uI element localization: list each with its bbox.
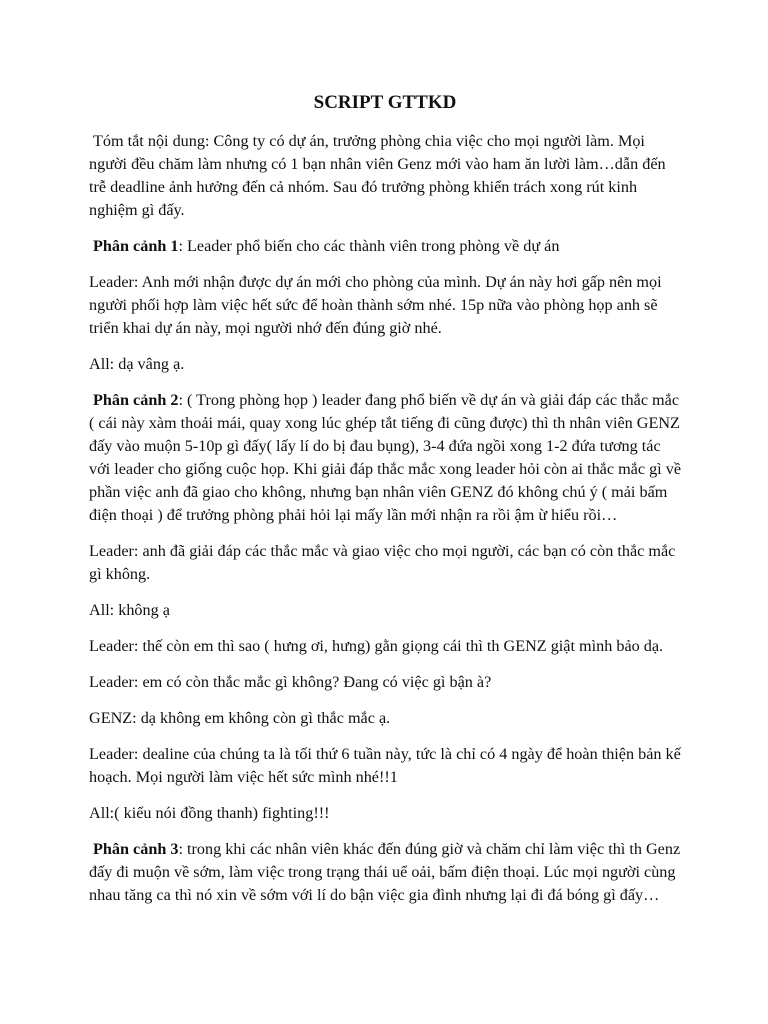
dialogue-line xyxy=(89,707,681,730)
dialogue-line xyxy=(89,743,681,789)
paragraph-text: All: dạ vâng ạ. xyxy=(89,355,185,373)
paragraph-text: Tóm tắt nội dung: Công ty có dự án, trưởng phòng chia việc cho mọi người làm. Mọi người đều chăm làm nhưng có 1 bạn nhân viên Genz mới vào ham ăn lười làm…dẫn đến trễ deadline ảnh hưởng đến cả nhóm. Sau đó trưởng phòng khiển trách xong rút kinh nghiệm gì đấy. xyxy=(89,132,666,219)
scene-3-heading xyxy=(89,838,681,907)
paragraph-text: : ( Trong phòng họp ) leader đang phổ biến về dự án và giải đáp các thắc mắc ( cái này xàm thoải mái, quay xong lúc ghép tắt tiếng đi cũng được) thì th nhân viên GENZ đấy vào muộn 5-10p gì đấy( lấy lí do bị đau bụng), 3-4 đứa ngồi xong 1-2 đứa tương tác với leader cho giống cuộc họp. Khi giải đáp thắc mắc xong leader hỏi còn ai thắc mắc gì về phần việc anh đã giao cho không, nhưng bạn nhân viên GENZ đó không chú ý ( mải bấm điện thoại ) để trưởng phòng phải hỏi lại mấy lần mới nhận ra rồi ậm ừ hiểu rồi… xyxy=(89,391,681,524)
document-page xyxy=(89,90,681,920)
document-title: SCRIPT GTTKD xyxy=(313,92,457,113)
dialogue-line xyxy=(89,353,681,376)
paragraph-text: GENZ: dạ không em không còn gì thắc mắc ạ. xyxy=(89,709,391,727)
scene-2-heading xyxy=(89,389,681,527)
dialogue-line xyxy=(89,802,681,825)
paragraph-text: : Leader phổ biến cho các thành viên trong phòng về dự án xyxy=(178,237,560,255)
scene-label: Phân cảnh 1 xyxy=(93,237,179,255)
scene-label: Phân cảnh 2 xyxy=(93,391,179,409)
dialogue-line xyxy=(89,635,681,658)
paragraph-text: All: không ạ xyxy=(89,601,170,619)
summary-paragraph xyxy=(89,130,681,222)
scene-1-heading xyxy=(89,235,681,258)
dialogue-line xyxy=(89,271,681,340)
paragraph-text: : trong khi các nhân viên khác đến đúng giờ và chăm chỉ làm việc thì th Genz đấy đi muộn về sớm, làm việc trong trạng thái uể oải, bấm điện thoại. Lúc mọi người cùng nhau tăng ca thì nó xin về sớm với lí do bận việc gia đình nhưng lại đi đá bóng gì đấy… xyxy=(89,840,681,904)
dialogue-line xyxy=(89,599,681,622)
paragraph-text: Leader: dealine của chúng ta là tối thứ 6 tuần này, tức là chỉ có 4 ngày để hoàn thiện bản kế hoạch. Mọi người làm việc hết sức mình nhé!!1 xyxy=(89,745,681,786)
paragraph-text: Leader: em có còn thắc mắc gì không? Đang có việc gì bận à? xyxy=(89,673,492,691)
dialogue-line xyxy=(89,671,681,694)
scene-label: Phân cảnh 3 xyxy=(93,840,179,858)
paragraph-text: Leader: anh đã giải đáp các thắc mắc và giao việc cho mọi người, các bạn có còn thắc mắc gì không. xyxy=(89,542,676,583)
paragraph-text: All:( kiểu nói đồng thanh) fighting!!! xyxy=(89,804,330,822)
dialogue-line xyxy=(89,540,681,586)
paragraph-text: Leader: thế còn em thì sao ( hưng ơi, hưng) gằn giọng cái thì th GENZ giật mình bảo dạ. xyxy=(89,637,664,655)
paragraph-text: Leader: Anh mới nhận được dự án mới cho phòng của mình. Dự án này hơi gấp nên mọi người phối hợp làm việc hết sức để hoàn thành sớm nhé. 15p nữa vào phòng họp anh sẽ triển khai dự án này, mọi người nhớ đến đúng giờ nhé. xyxy=(89,273,662,337)
